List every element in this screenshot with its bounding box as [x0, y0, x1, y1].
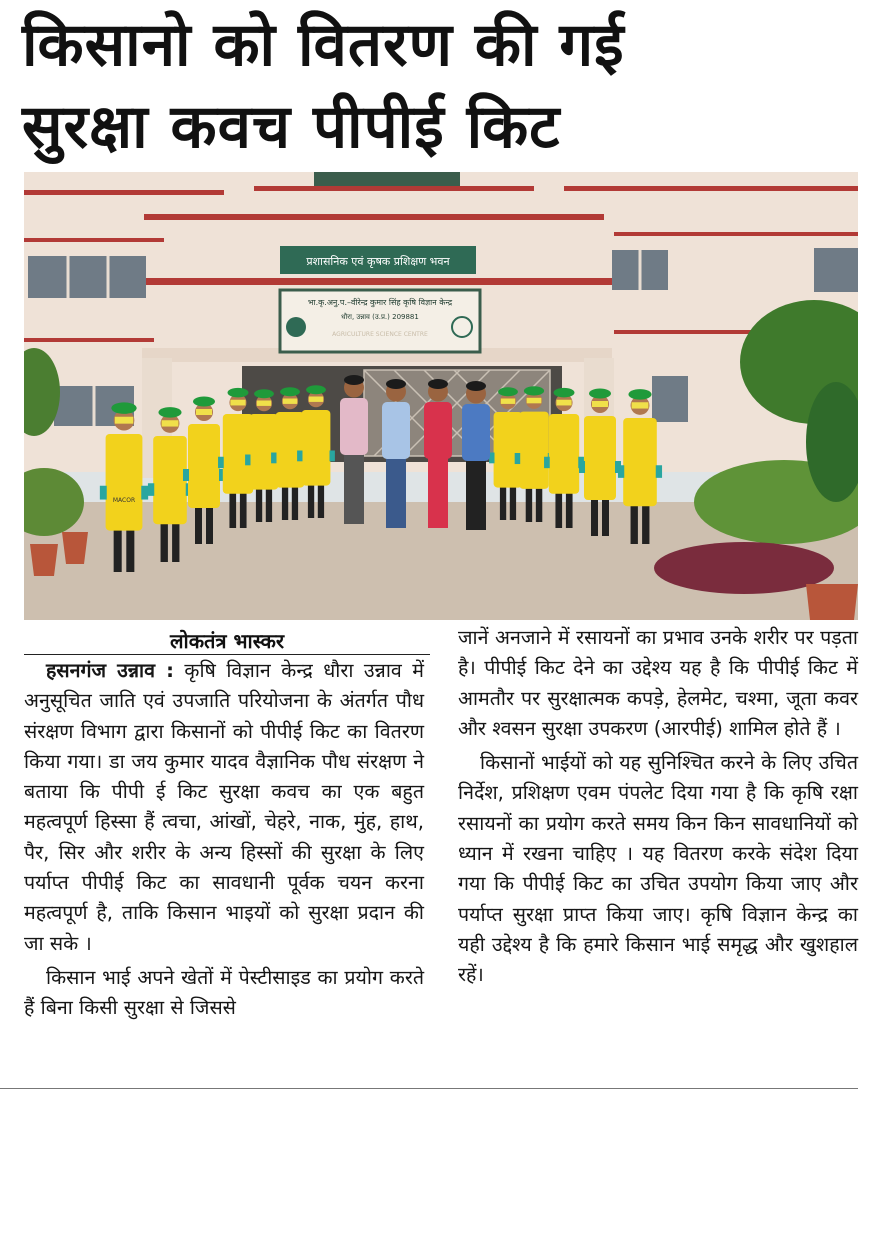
article-column-right [458, 623, 858, 991]
photo-illustration [24, 172, 858, 620]
headline-line-1: किसानो को वितरण की गई [22, 10, 625, 80]
building-trim [614, 232, 858, 236]
paragraph-1-text: कृषि विज्ञान केन्द्र धौरा उन्नाव में अनुसूचित जाति एवं उपजाति परियोजना के अंतर्गत पौध संरक्षण विभाग द्वारा किसानों को पीपीई किट का वितरण किया गया। डा जय कुमार यादव वैज्ञानिक पौध संरक्षण ने बताया कि पीपी ई किट सुरक्षा कवच का एक बहुत महत्वपूर्ण हिस्सा हैं त्वचा, आंखों, चेहरे, नाक, मुंह, हाथ, पैर, सिर और शरीर के अन्य हिस्सों की सुरक्षा के लिए पर्याप्त पीपीई किट का सावधानी पूर्वक चयन करना महत्वपूर्ण है, ताकि किसान भाइयों को सुरक्षा प्रदान की जा सके । [24, 659, 424, 955]
building-trim [564, 186, 858, 191]
headline [22, 4, 867, 168]
byline-divider [24, 654, 430, 655]
flower-pot [30, 544, 58, 576]
sign-main-text: भा.कृ.अनु.प.–वीरेन्द्र कुमार सिंह कृषि विज्ञान केन्द्र [307, 298, 453, 307]
building-trim [24, 238, 164, 242]
sign-sub-text: धौरा, उन्नाव (उ.प्र.) 209881 [341, 313, 419, 321]
top-sign [314, 172, 460, 186]
building-trim [24, 338, 154, 342]
article-paragraph-1 [24, 656, 424, 959]
flower-pot [62, 532, 88, 564]
sign-en-text: AGRICULTURE SCIENCE CENTRE [332, 331, 428, 338]
apron-print-text: MACOR [112, 497, 136, 504]
sign-main-board [280, 290, 480, 352]
sign-top-text: प्रशासनिक एवं कृषक प्रशिक्षण भवन [306, 255, 450, 268]
news-photo [24, 172, 858, 620]
dateline: हसनगंज उन्नाव : [46, 659, 174, 682]
sign-top-board [280, 246, 476, 274]
flower-pot [806, 584, 858, 620]
article-paragraph-2: किसान भाई अपने खेतों में पेस्टीसाइड का प्रयोग करते हैं बिना किसी सुरक्षा से जिससे [24, 965, 424, 1020]
building-trim [24, 190, 224, 195]
building-trim [144, 214, 604, 220]
article-paragraph-3: जानें अनजाने में रसायनों का प्रभाव उनके शरीर पर पड़ता है। पीपीई किट देने का उद्देश्य यह है कि पीपीई किट में आमतौर पर सुरक्षात्मक कपड़े, हेलमेट, चश्मा, जूता कवर और श्वसन सुरक्षा उपकरण (आरपीई) शामिल होते हैं । [458, 626, 858, 740]
page-bottom-rule [0, 1088, 858, 1089]
building-trim [114, 278, 634, 285]
source-byline: लोकतंत्र भास्कर [169, 629, 285, 653]
article-column-left [24, 656, 424, 1024]
article-paragraph-4: किसानों भाईयों को यह सुनिश्चित करने के लिए उचित निर्देश, प्रशिक्षण एवम पंपलेट दिया गया है कि कृषि रक्षा रसायनों का प्रयोग करते समय किन किन सावधानियों को ध्यान में रखना चाहिए । यह वितरण करके संदेश दिया गया कि पीपीई किट का उचित उपयोग किया जाए और पर्याप्त सुरक्षा प्राप्त किया जाए। कृषि विज्ञान केन्द्र का यही उद्देश्य है कि हमारे किसान भाई समृद्ध और खुशहाल रहें। [458, 751, 858, 987]
building-trim [254, 186, 534, 191]
headline-line-2: सुरक्षा कवच पीपीई किट [22, 92, 561, 162]
icar-logo-icon [286, 317, 306, 337]
